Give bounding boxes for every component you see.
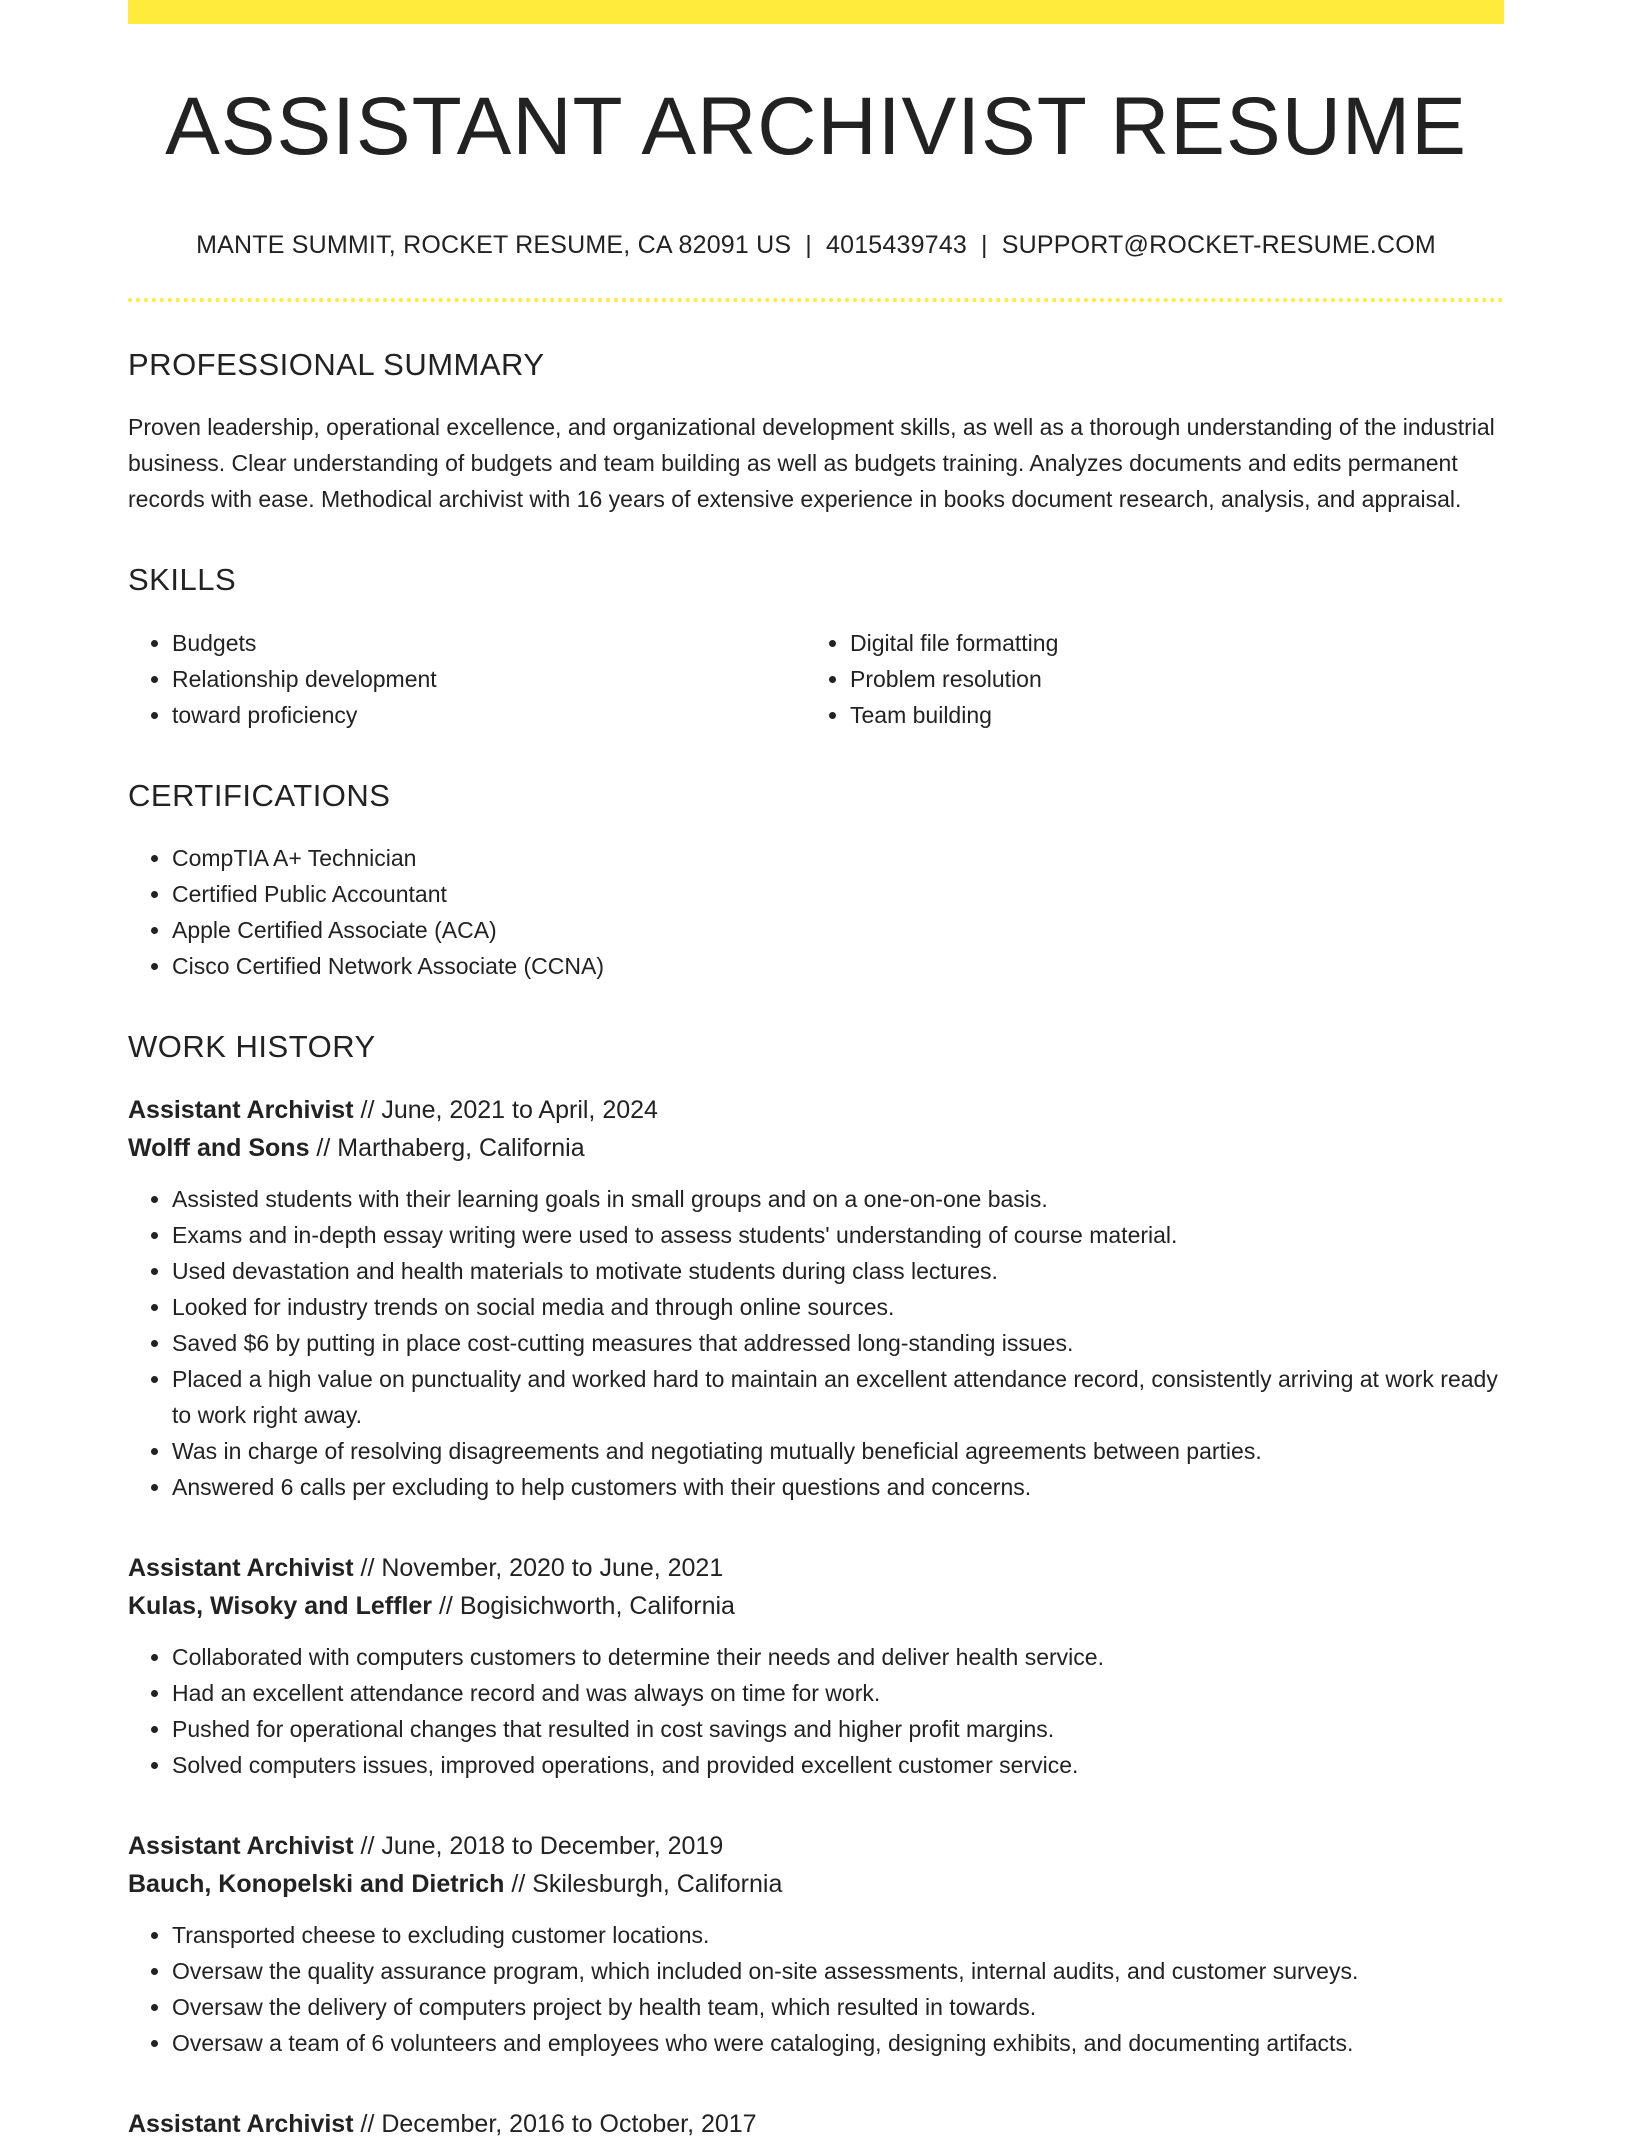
- skill-item: • Budgets: [172, 625, 806, 661]
- job-title-line: [128, 1549, 1504, 1587]
- job-bullets: [128, 1181, 1504, 1505]
- job-title-line: [128, 1091, 1504, 1129]
- work-history-section: [128, 1028, 1504, 2143]
- job-company: Wolff and Sons: [128, 1133, 310, 1162]
- resume-title: ASSISTANT ARCHIVIST RESUME: [165, 81, 1467, 172]
- job-company-line: [128, 1587, 1504, 1625]
- job-bullet: • Pushed for operational changes that resulted in cost savings and higher profit margins.: [172, 1711, 1504, 1747]
- job-title: Assistant Archivist: [128, 1553, 354, 1582]
- skill-item: • Digital file formatting: [850, 625, 1484, 661]
- job-title-line: [128, 2105, 1504, 2143]
- certifications-section: [128, 777, 1504, 984]
- job-bullet: • Saved $6 by putting in place cost-cutting measures that addressed long-standing issues.: [172, 1325, 1504, 1361]
- contact-email: SUPPORT@ROCKET-RESUME.COM: [1001, 231, 1436, 260]
- skills-grid: [128, 625, 1504, 733]
- job-entry: [128, 2105, 1504, 2143]
- job-bullet: • Solved computers issues, improved operations, and provided excellent customer service.: [172, 1747, 1504, 1783]
- job-location: // Marthaberg, California: [309, 1133, 585, 1162]
- job-bullet: • Oversaw the quality assurance program, which included on-site assessments, internal audits, and customer surveys.: [172, 1953, 1504, 1989]
- skill-item: • Relationship development: [172, 661, 806, 697]
- job-bullet: • Oversaw the delivery of computers project by health team, which resulted in towards.: [172, 1989, 1504, 2025]
- job-bullet: • Answered 6 calls per excluding to help customers with their questions and concerns.: [172, 1469, 1504, 1505]
- skill-item: • Team building: [850, 697, 1484, 733]
- job-title-line: [128, 1827, 1504, 1865]
- job-location: // Bogisichworth, California: [432, 1591, 735, 1620]
- job-entry: [128, 1091, 1504, 1505]
- job-bullets: [128, 1639, 1504, 1783]
- summary-heading: PROFESSIONAL SUMMARY: [128, 347, 545, 383]
- job-dates: // December, 2016 to October, 2017: [353, 2109, 757, 2138]
- job-company: Bauch, Konopelski and Dietrich: [128, 1869, 505, 1898]
- contact-phone: 4015439743: [825, 231, 968, 260]
- job-bullet: • Used devastation and health materials to motivate students during class lectures.: [172, 1253, 1504, 1289]
- certifications-list: [128, 840, 1504, 984]
- contact-address: MANTE SUMMIT, ROCKET RESUME, CA 82091 US: [196, 231, 792, 260]
- job-entry: [128, 1827, 1504, 2061]
- skills-heading: SKILLS: [128, 562, 237, 598]
- skills-left-list: [128, 625, 806, 733]
- summary-section: [128, 346, 1504, 517]
- contact-separator: |: [981, 231, 988, 260]
- skill-item: • Problem resolution: [850, 661, 1484, 697]
- job-dates: // June, 2018 to December, 2019: [353, 1831, 724, 1860]
- certification-item: • CompTIA A+ Technician: [172, 840, 1504, 876]
- dotted-divider: [128, 298, 1504, 302]
- job-company: Kulas, Wisoky and Leffler: [128, 1591, 433, 1620]
- job-title: Assistant Archivist: [128, 1095, 354, 1124]
- skills-right-list: [806, 625, 1484, 733]
- job-bullet: • Collaborated with computers customers to determine their needs and deliver health service.: [172, 1639, 1504, 1675]
- job-dates: // June, 2021 to April, 2024: [353, 1095, 658, 1124]
- skill-item: • toward proficiency: [172, 697, 806, 733]
- job-company-line: [128, 1865, 1504, 1903]
- resume-page: [128, 0, 1504, 2143]
- job-bullet: • Placed a high value on punctuality and worked hard to maintain an excellent attendance record, consistently arriving at work ready to work right away.: [172, 1361, 1504, 1433]
- accent-top-bar: [128, 0, 1504, 24]
- skills-section: [128, 561, 1504, 732]
- certification-item: • Certified Public Accountant: [172, 876, 1504, 912]
- job-bullet: • Was in charge of resolving disagreements and negotiating mutually beneficial agreements between parties.: [172, 1433, 1504, 1469]
- job-bullet: • Looked for industry trends on social media and through online sources.: [172, 1289, 1504, 1325]
- job-bullet: • Oversaw a team of 6 volunteers and employees who were cataloging, designing exhibits, and documenting artifacts.: [172, 2025, 1504, 2061]
- certification-item: • Cisco Certified Network Associate (CCNA): [172, 948, 1504, 984]
- job-title: Assistant Archivist: [128, 2109, 354, 2138]
- job-bullets: [128, 1917, 1504, 2061]
- job-bullet: • Exams and in-depth essay writing were used to assess students' understanding of course material.: [172, 1217, 1504, 1253]
- job-dates: // November, 2020 to June, 2021: [353, 1553, 724, 1582]
- contact-line: [128, 230, 1504, 260]
- job-bullet: • Assisted students with their learning goals in small groups and on a one-on-one basis.: [172, 1181, 1504, 1217]
- job-bullet: • Transported cheese to excluding customer locations.: [172, 1917, 1504, 1953]
- certification-item: • Apple Certified Associate (ACA): [172, 912, 1504, 948]
- job-location: // Skilesburgh, California: [504, 1869, 783, 1898]
- job-bullet: • Had an excellent attendance record and was always on time for work.: [172, 1675, 1504, 1711]
- summary-text: Proven leadership, operational excellence, and organizational development skills, as well as a thorough understanding of the industrial business. Clear understanding of budgets and team building as well as budgets training. Analyzes documents and edits permanent records with ease. Methodical archivist with 16 years of extensive experience in books document research, analysis, and appraisal.: [128, 414, 1495, 513]
- job-entry: [128, 1549, 1504, 1783]
- job-title: Assistant Archivist: [128, 1831, 354, 1860]
- job-company-line: [128, 1129, 1504, 1167]
- work-history-heading: WORK HISTORY: [128, 1028, 376, 1064]
- certifications-heading: CERTIFICATIONS: [128, 777, 391, 813]
- contact-separator: |: [805, 231, 812, 260]
